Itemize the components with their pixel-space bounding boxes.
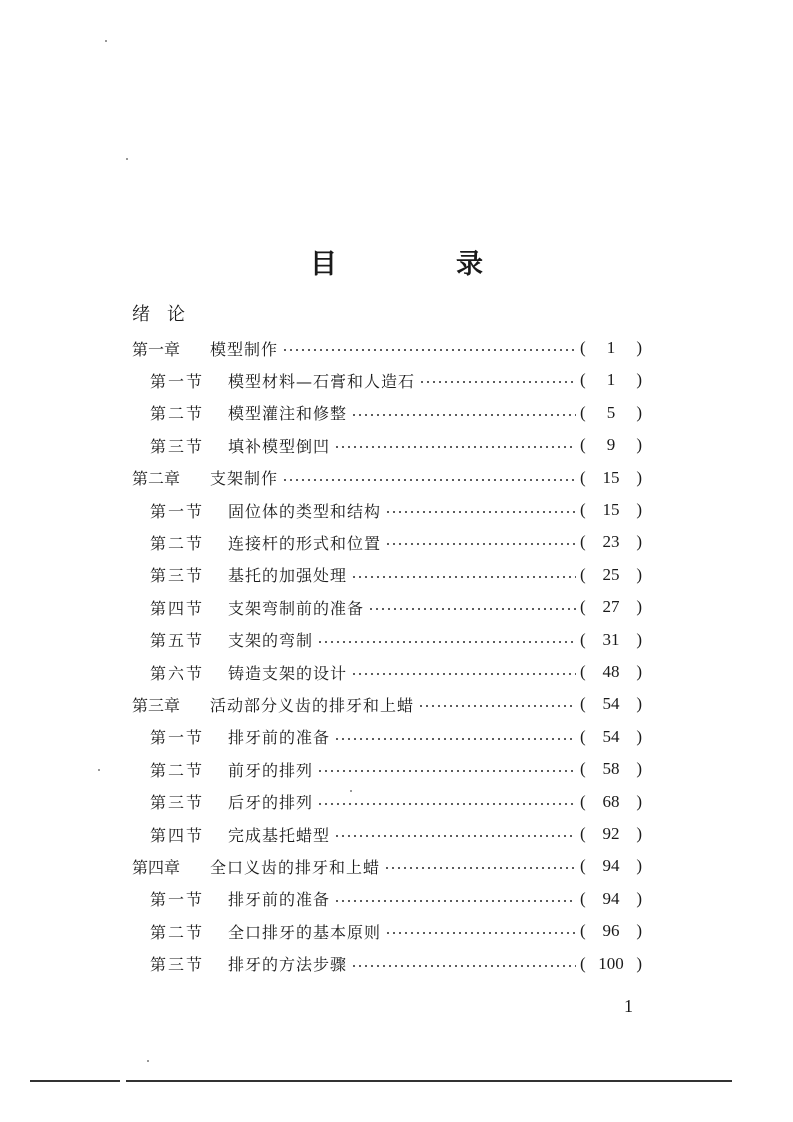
entry-page-ref (580, 921, 642, 941)
entry-number: 第一节 (150, 371, 205, 391)
entry-title: 基托的加强处理 (228, 566, 348, 586)
open-paren: ( (580, 597, 586, 617)
dot-leader (334, 446, 576, 448)
entry-number: 第二节 (150, 760, 205, 780)
entry-page-ref (580, 532, 642, 552)
entry-number: 第四章 (132, 857, 181, 877)
entry-title: 前牙的排列 (228, 760, 314, 780)
entry-page-ref (580, 694, 642, 714)
close-paren: ) (636, 370, 642, 390)
toc-section-entry (150, 721, 642, 753)
toc-section-entry (150, 591, 642, 623)
entry-page-ref (580, 662, 642, 682)
entry-title: 固位体的类型和结构 (228, 501, 382, 521)
open-paren: ( (580, 370, 586, 390)
entry-title: 支架弯制前的准备 (228, 598, 365, 618)
close-paren: ) (636, 791, 642, 811)
toc-section-entry (150, 656, 642, 688)
open-paren: ( (580, 888, 586, 908)
entry-number: 第三章 (132, 695, 181, 715)
close-paren: ) (636, 953, 642, 973)
close-paren: ) (636, 662, 642, 681)
entry-page-number: 25 (602, 564, 620, 584)
close-paren: ) (636, 532, 642, 552)
close-paren: ) (636, 824, 642, 843)
toc-section-entry (150, 494, 642, 526)
entry-page-ref (580, 500, 642, 520)
page-title: 目 录 (310, 249, 529, 280)
entry-page-number: 48 (602, 662, 620, 681)
entry-page-number: 54 (602, 726, 620, 746)
entry-page-number: 9 (606, 435, 616, 455)
entry-title: 模型材料—石膏和人造石 (228, 371, 416, 391)
open-paren: ( (580, 759, 586, 779)
entry-page-ref (580, 468, 642, 488)
dot-leader (385, 543, 576, 545)
bottom-rule-right (126, 1080, 732, 1082)
entry-page-number: 15 (602, 500, 620, 519)
open-paren: ( (580, 921, 586, 941)
close-paren: ) (636, 629, 642, 649)
close-paren: ) (636, 564, 642, 584)
entry-page-number: 96 (602, 921, 620, 941)
entry-number: 第四节 (150, 825, 205, 845)
entry-number: 第二节 (150, 922, 205, 942)
toc-section-entry (150, 526, 642, 558)
dot-leader (282, 349, 576, 351)
dot-leader (385, 511, 576, 513)
entry-page-ref (580, 727, 642, 747)
entry-page-number: 1 (606, 370, 616, 390)
entry-page-number: 1 (606, 338, 616, 357)
close-paren: ) (636, 402, 642, 422)
close-paren: ) (636, 856, 642, 876)
toc-introduction: 绪论 (132, 304, 202, 325)
close-paren: ) (636, 500, 642, 519)
dot-leader (351, 414, 576, 416)
entry-number: 第二章 (132, 469, 181, 489)
dot-leader (282, 479, 576, 481)
toc-section-entry (150, 753, 642, 785)
entry-number: 第三节 (150, 955, 205, 975)
entry-page-number: 31 (602, 629, 620, 649)
entry-title: 模型制作 (210, 339, 279, 359)
open-paren: ( (580, 564, 586, 584)
entry-page-ref (580, 597, 642, 617)
open-paren: ( (580, 662, 586, 681)
scan-speck (350, 790, 352, 792)
open-paren: ( (580, 435, 586, 455)
open-paren: ( (580, 824, 586, 843)
entry-page-number: 58 (602, 759, 620, 779)
entry-page-ref (580, 792, 642, 812)
dot-leader (334, 738, 576, 740)
entry-title: 支架的弯制 (228, 631, 314, 651)
entry-page-ref (580, 759, 642, 779)
close-paren: ) (636, 888, 642, 908)
scan-speck (126, 158, 128, 160)
toc-section-entry (150, 624, 642, 656)
entry-page-number: 27 (602, 597, 620, 617)
entry-number: 第三节 (150, 566, 205, 586)
scan-speck (147, 1060, 149, 1062)
entry-number: 第六节 (150, 663, 205, 683)
toc-section-entry (150, 364, 642, 396)
entry-title: 模型灌注和修整 (228, 404, 348, 424)
dot-leader (351, 965, 576, 967)
dot-leader (419, 381, 576, 383)
close-paren: ) (636, 921, 642, 941)
entry-page-number: 68 (602, 791, 620, 811)
open-paren: ( (580, 338, 586, 357)
close-paren: ) (636, 597, 642, 617)
entry-title: 填补模型倒凹 (228, 436, 331, 456)
dot-leader (334, 900, 576, 902)
close-paren: ) (636, 726, 642, 746)
toc-section-entry (150, 429, 642, 461)
dot-leader (418, 705, 576, 707)
entry-title: 铸造支架的设计 (228, 663, 348, 683)
entry-page-number: 94 (602, 856, 620, 876)
toc-section-entry (150, 883, 642, 915)
open-paren: ( (580, 500, 586, 519)
entry-page-ref (580, 403, 642, 423)
dot-leader (385, 932, 576, 934)
entry-title: 排牙的方法步骤 (228, 955, 348, 975)
open-paren: ( (580, 467, 586, 487)
toc-chapter-entry (132, 688, 642, 720)
entry-title: 完成基托蜡型 (228, 825, 331, 845)
open-paren: ( (580, 629, 586, 649)
scan-speck (105, 40, 107, 42)
toc-section-entry (150, 915, 642, 947)
toc-section-entry (150, 559, 642, 591)
entry-title: 全口义齿的排牙和上蜡 (210, 857, 381, 877)
entry-number: 第五节 (150, 631, 205, 651)
entry-number: 第一节 (150, 728, 205, 748)
close-paren: ) (636, 694, 642, 714)
toc-section-entry (150, 786, 642, 818)
entry-number: 第四节 (150, 598, 205, 618)
entry-page-number: 92 (602, 824, 620, 843)
toc-chapter-entry (132, 462, 642, 494)
entry-page-number: 5 (606, 402, 616, 422)
entry-page-number: 23 (602, 532, 620, 552)
dot-leader (351, 673, 576, 675)
entry-page-ref (580, 565, 642, 585)
open-paren: ( (580, 726, 586, 746)
entry-number: 第三节 (150, 793, 205, 813)
scan-speck (98, 769, 100, 771)
entry-number: 第一节 (150, 501, 205, 521)
entry-number: 第二节 (150, 404, 205, 424)
bottom-rule-left (30, 1080, 120, 1082)
entry-page-number: 54 (602, 694, 620, 714)
close-paren: ) (636, 467, 642, 487)
entry-title: 连接杆的形式和位置 (228, 533, 382, 553)
close-paren: ) (636, 338, 642, 357)
dot-leader (334, 835, 576, 837)
entry-page-ref (580, 630, 642, 650)
entry-page-ref (580, 856, 642, 876)
entry-number: 第一章 (132, 339, 181, 359)
entry-page-number: 15 (602, 467, 620, 487)
entry-page-ref (580, 824, 642, 844)
dot-leader (317, 803, 576, 805)
dot-leader (368, 608, 576, 610)
open-paren: ( (580, 694, 586, 714)
toc-section-entry (150, 397, 642, 429)
entry-title: 排牙前的准备 (228, 890, 331, 910)
open-paren: ( (580, 402, 586, 422)
page-number: 1 (624, 996, 633, 1016)
close-paren: ) (636, 435, 642, 455)
entry-page-ref (580, 338, 642, 358)
entry-page-number: 94 (602, 888, 620, 908)
entry-page-ref (580, 435, 642, 455)
toc-chapter-entry (132, 850, 642, 882)
entry-page-number: 100 (598, 953, 624, 973)
dot-leader (351, 576, 576, 578)
entry-number: 第二节 (150, 533, 205, 553)
toc-section-entry (150, 818, 642, 850)
close-paren: ) (636, 759, 642, 779)
open-paren: ( (580, 791, 586, 811)
open-paren: ( (580, 532, 586, 552)
dot-leader (317, 641, 576, 643)
entry-number: 第一节 (150, 890, 205, 910)
entry-title: 排牙前的准备 (228, 728, 331, 748)
entry-title: 支架制作 (210, 469, 279, 489)
entry-page-ref (580, 370, 642, 390)
dot-leader (317, 770, 576, 772)
toc-section-entry (150, 948, 642, 980)
entry-title: 全口排牙的基本原则 (228, 922, 382, 942)
open-paren: ( (580, 856, 586, 876)
entry-page-ref (580, 889, 642, 909)
entry-title: 后牙的排列 (228, 793, 314, 813)
toc-chapter-entry (132, 332, 642, 364)
open-paren: ( (580, 953, 586, 973)
entry-number: 第三节 (150, 436, 205, 456)
dot-leader (384, 867, 576, 869)
entry-page-ref (580, 954, 642, 974)
entry-title: 活动部分义齿的排牙和上蜡 (210, 695, 415, 715)
